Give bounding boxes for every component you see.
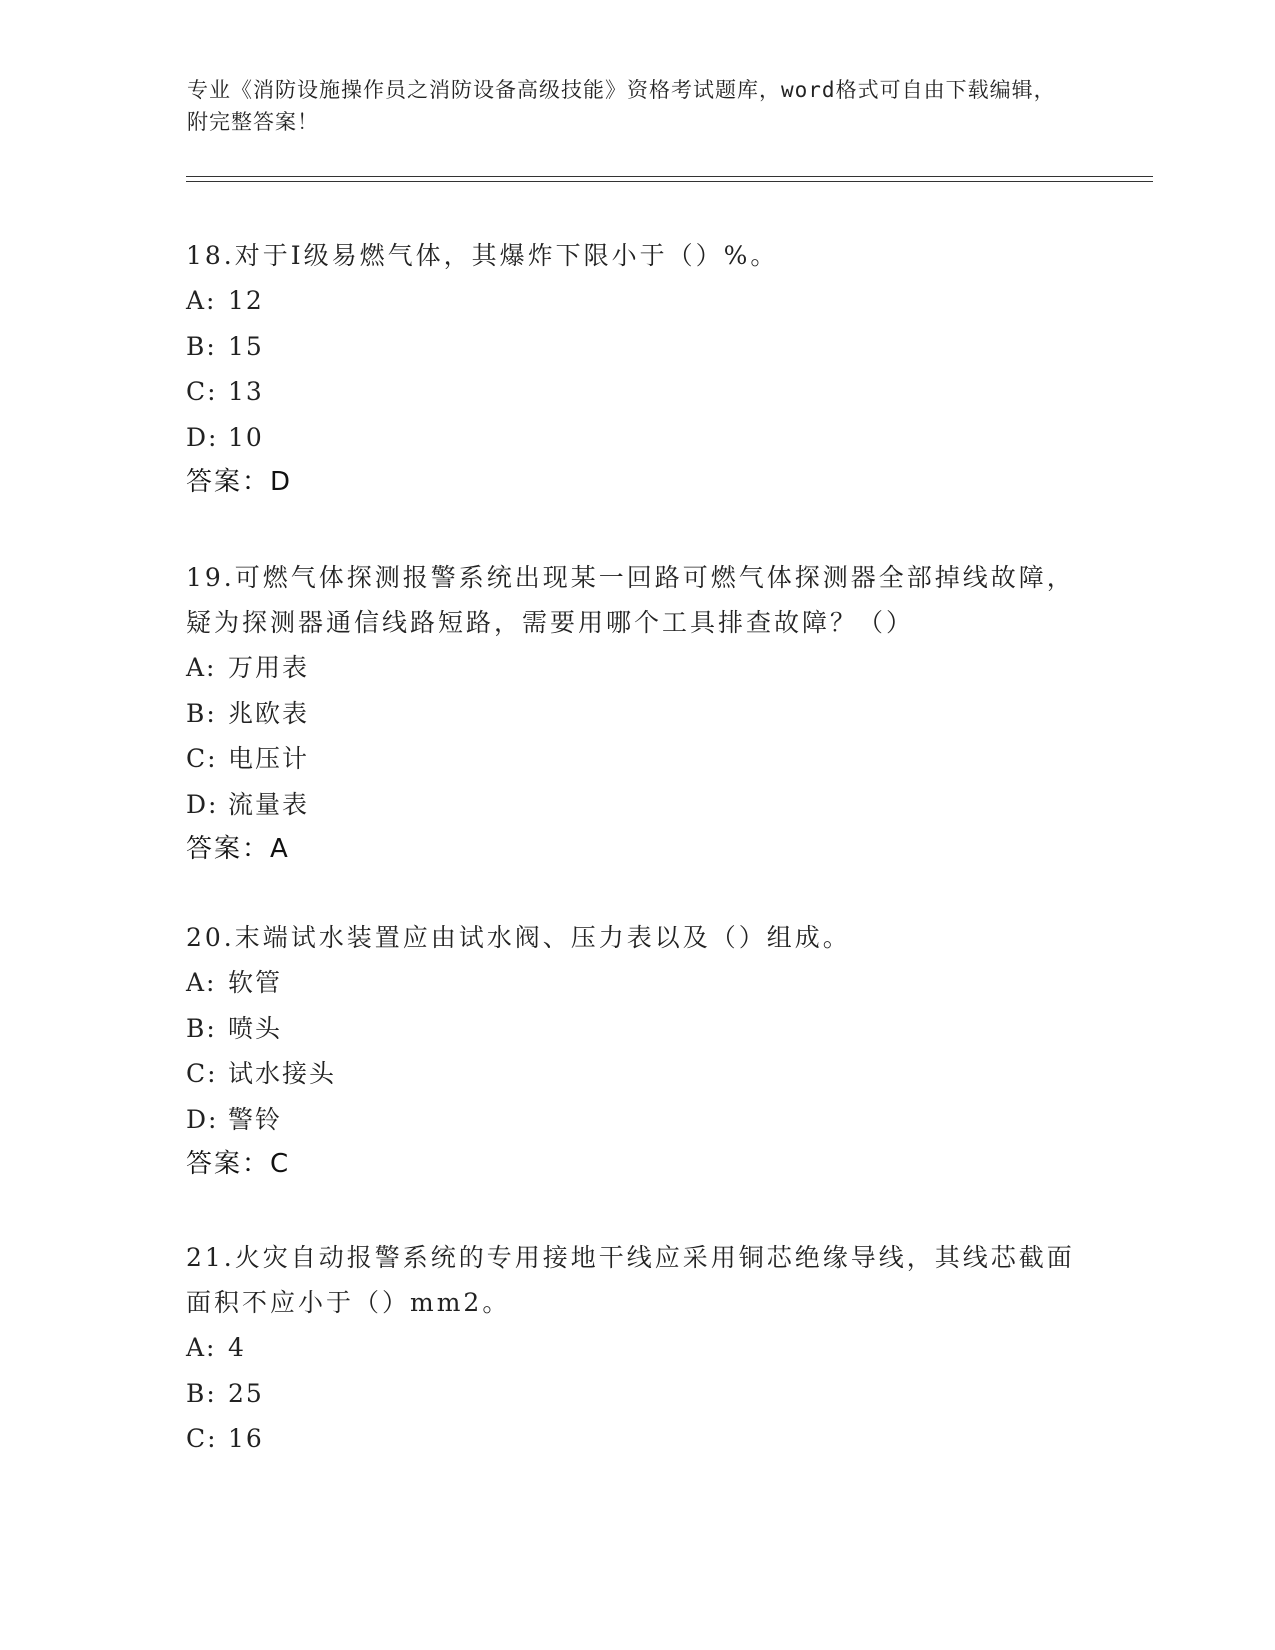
option-letter: D: <box>186 789 219 819</box>
question-21 <box>186 1235 1086 1462</box>
option-letter: C: <box>186 377 218 406</box>
option-text: 4 <box>228 1333 246 1362</box>
option-text: 13 <box>228 377 264 406</box>
option-letter: A: <box>186 653 217 682</box>
option-letter: B: <box>186 698 217 728</box>
option-c <box>186 736 1086 782</box>
option-b <box>186 324 1086 370</box>
option-letter: A: <box>186 968 217 997</box>
option-b <box>186 1006 1086 1052</box>
option-b <box>186 1371 1086 1417</box>
option-b <box>186 691 1086 737</box>
question-stem: 19.可燃气体探测报警系统出现某一回路可燃气体探测器全部掉线故障，疑为探测器通信线路短路，需要用哪个工具排查故障？（） <box>186 563 1075 637</box>
question-stem: 20.末端试水装置应由试水阀、压力表以及（）组成。 <box>186 923 851 952</box>
option-letter: C: <box>186 1059 218 1088</box>
header-divider-line <box>186 181 1153 182</box>
option-letter: D: <box>186 422 219 452</box>
option-d <box>186 415 1086 461</box>
option-letter: D: <box>186 1104 219 1134</box>
option-a <box>186 278 1086 324</box>
answer-label: 答案：D <box>186 467 293 497</box>
document-header: 专业《消防设施操作员之消防设备高级技能》资格考试题库，word格式可自由下载编辑，附完整答案！ <box>187 78 1056 134</box>
option-text: 12 <box>228 286 264 315</box>
option-text: 10 <box>228 422 264 452</box>
option-letter: C: <box>186 744 218 773</box>
option-letter: B: <box>186 331 217 361</box>
option-text: 15 <box>228 331 264 361</box>
option-c <box>186 369 1086 415</box>
answer-label: 答案：C <box>186 1149 291 1179</box>
option-text: 万用表 <box>228 653 310 682</box>
option-a <box>186 645 1086 691</box>
header-divider-line <box>186 176 1153 177</box>
option-c <box>186 1416 1086 1462</box>
question-stem: 18.对于Ⅰ级易燃气体，其爆炸下限小于（）%。 <box>186 241 779 270</box>
question-stem: 21.火灾自动报警系统的专用接地干线应采用铜芯绝缘导线，其线芯截面面积不应小于（）mm2。 <box>186 1243 1075 1317</box>
option-text: 兆欧表 <box>228 698 310 728</box>
option-letter: A: <box>186 1333 217 1362</box>
option-letter: A: <box>186 286 217 315</box>
option-a <box>186 960 1086 1006</box>
option-text: 喷头 <box>228 1013 283 1043</box>
option-text: 试水接头 <box>228 1059 337 1088</box>
question-18 <box>186 233 1086 505</box>
option-letter: C: <box>186 1424 218 1453</box>
option-letter: B: <box>186 1013 217 1043</box>
option-text: 电压计 <box>228 744 310 773</box>
option-text: 25 <box>228 1378 264 1408</box>
option-text: 流量表 <box>228 789 310 819</box>
option-text: 警铃 <box>228 1104 283 1134</box>
option-a <box>186 1325 1086 1371</box>
option-d <box>186 1097 1086 1143</box>
question-20 <box>186 915 1086 1187</box>
option-c <box>186 1051 1086 1097</box>
option-text: 软管 <box>228 968 283 997</box>
question-19 <box>186 555 1086 872</box>
option-text: 16 <box>228 1424 264 1453</box>
option-d <box>186 782 1086 828</box>
option-letter: B: <box>186 1378 217 1408</box>
answer-label: 答案：A <box>186 834 290 864</box>
